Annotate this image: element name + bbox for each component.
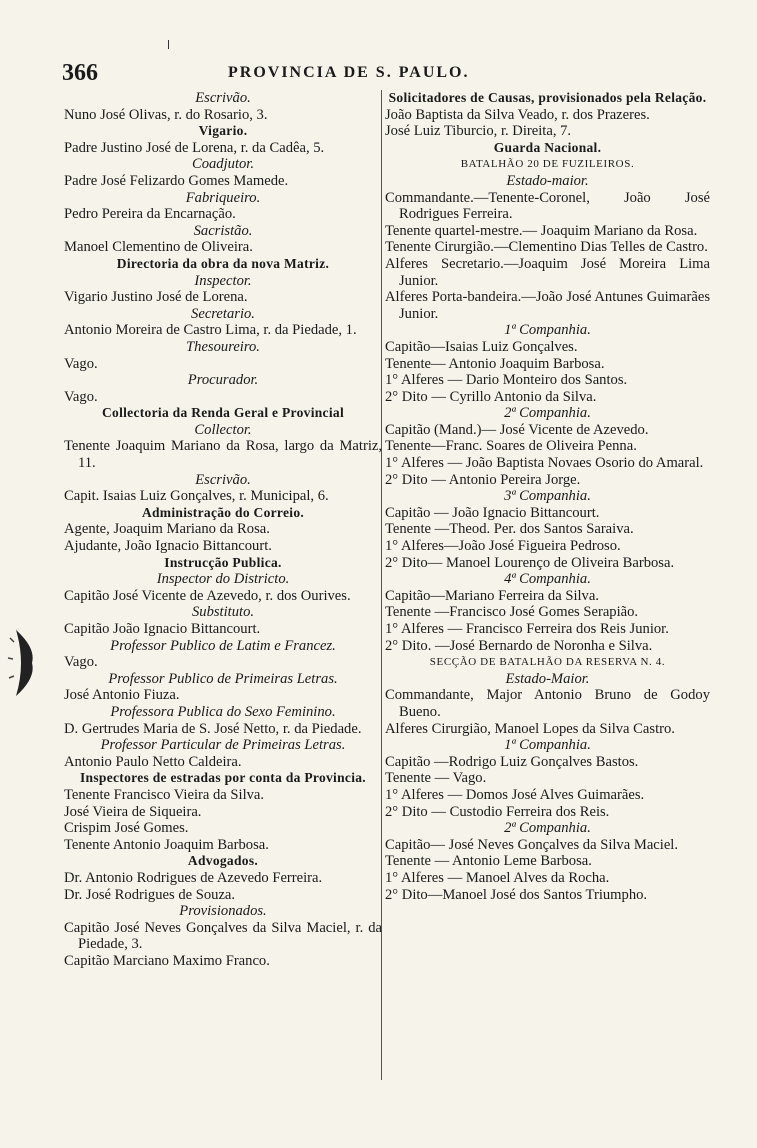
left-entry: Ajudante, João Ignacio Bittancourt. <box>64 538 272 555</box>
left-entry: Dr. José Rodrigues de Souza. <box>64 886 236 903</box>
right-entry: Capitão — João Ignacio Bittancourt. <box>385 504 600 521</box>
right-entry: João Baptista da Silva Veado, r. dos Prazeres. <box>385 106 650 123</box>
left-heading: Inspectores de estradas por conta da Provincia. <box>80 770 366 786</box>
left-column <box>64 90 382 969</box>
left-entry: Crispim José Gomes. <box>64 820 189 837</box>
right-subheading: 4ª Companhia. <box>504 571 591 588</box>
right-entry: 1° Alferes — Manoel Alves da Rocha. <box>385 869 610 886</box>
right-entry: Commandante, Major Antonio Bruno de Godoy Bueno. <box>385 687 710 720</box>
right-column <box>385 90 710 903</box>
left-subheading: Escrivão. <box>195 471 251 488</box>
library-stamp-mark <box>6 618 42 708</box>
left-entry: Capitão João Ignacio Bittancourt. <box>64 621 261 637</box>
right-entry: 2° Dito. —José Bernardo de Noronha e Silva. <box>385 637 653 654</box>
right-subheading: 1ª Companhia. <box>504 322 591 339</box>
left-entry: José Antonio Fiuza. <box>64 687 180 704</box>
left-heading: Directoria da obra da nova Matriz. <box>116 255 330 271</box>
right-entry: Alferes Porta-bandeira.—João José Antunes Guimarães Junior. <box>385 289 710 322</box>
right-entry: Tenente —Francisco José Gomes Serapião. <box>385 604 639 621</box>
right-subheading: 2ª Companhia. <box>504 405 591 422</box>
left-subheading: Thesoureiro. <box>186 338 260 355</box>
page-number: 366 <box>62 60 98 86</box>
left-entry: Vigario Justino José de Lorena. <box>64 289 248 306</box>
right-entry: Capitão—Isaias Luiz Gonçalves. <box>385 338 578 355</box>
right-entry: Tenente quartel-mestre.— Joaquim Mariano da Rosa. <box>385 222 698 239</box>
left-subheading: Secretario. <box>191 305 255 322</box>
right-entry: 1° Alferes — Domos José Alves Guimarães. <box>385 786 645 803</box>
left-subheading: Fabriqueiro. <box>185 189 261 206</box>
left-entry: Capitão José Vicente de Azevedo, r. dos Ourives. <box>64 587 351 604</box>
left-heading: Collectoria da Renda Geral e Provincial <box>101 405 345 421</box>
right-entry: 1° Alferes — Dario Monteiro dos Santos. <box>385 372 628 389</box>
left-subheading: Coadjutor. <box>191 156 255 173</box>
left-entry: Tenente Antonio Joaquim Barbosa. <box>64 836 269 853</box>
left-subheading: Provisionados. <box>179 903 267 920</box>
left-entry: D. Gertrudes Maria de S. José Netto, r. da Piedade. <box>64 720 362 737</box>
right-subheading: 1ª Companhia. <box>504 737 591 754</box>
right-entry: Tenente—Franc. Soares de Oliveira Penna. <box>385 438 637 455</box>
left-subheading: Professor Publico de Latim e Francez. <box>110 637 336 654</box>
left-subheading: Sacristão. <box>193 222 253 239</box>
print-mark <box>168 40 169 49</box>
right-heading: Solicitadores de Causas, provisionados pela Relação. <box>388 90 707 105</box>
right-entry: 2° Dito—Manoel José dos Santos Triumpho. <box>385 886 648 903</box>
left-entry: Vago. <box>64 654 98 671</box>
right-entry: Capitão (Mand.)— José Vicente de Azevedo. <box>385 421 649 438</box>
right-entry: Commandante.—Tenente-Coronel, João José Rodrigues Ferreira. <box>385 189 710 223</box>
left-entry: Vago. <box>64 388 98 405</box>
right-subheading: Estado-Maior. <box>505 670 590 687</box>
left-subheading: Inspector. <box>194 272 252 289</box>
right-section-heading: BATALHÃO 20 DE FUZILEIROS. <box>460 158 635 171</box>
right-entry: Tenente — Vago. <box>385 770 487 787</box>
right-entry: 1° Alferes—João José Figueira Pedroso. <box>385 538 621 555</box>
left-subheading: Procurador. <box>187 372 259 389</box>
right-entry: Tenente Cirurgião.—Clementino Dias Telles de Castro. <box>385 239 708 256</box>
left-heading: Administração do Correio. <box>141 504 305 520</box>
left-subheading: Collector. <box>194 421 252 438</box>
left-entry: José Vieira de Siqueira. <box>64 803 202 820</box>
right-entry: Capitão —Rodrigo Luiz Gonçalves Bastos. <box>385 753 639 770</box>
left-heading: Advogados. <box>187 853 259 869</box>
right-entry: Tenente — Antonio Leme Barbosa. <box>385 853 592 870</box>
left-heading: Instrucção Publica. <box>164 554 282 570</box>
left-entry: Capitão José Neves Gonçalves da Silva Maciel, r. da Piedade, 3. <box>64 919 382 953</box>
left-entry: Pedro Pereira da Encarnação. <box>64 206 236 223</box>
left-heading: Vigario. <box>198 123 248 139</box>
right-entry: Alferes Secretario.—Joaquim José Moreira Lima Junior. <box>385 255 710 289</box>
right-entry: 2° Dito — Custodio Ferreira dos Reis. <box>385 803 610 820</box>
right-entry: Capitão— José Neves Gonçalves da Silva Maciel. <box>385 836 679 853</box>
left-subheading: Professor Publico de Primeiras Letras. <box>108 670 338 687</box>
page-title: PROVINCIA DE S. PAULO. <box>228 64 470 81</box>
right-entry: 1° Alferes — João Baptista Novaes Osorio do Amaral. <box>385 455 704 472</box>
left-subheading: Substituto. <box>191 604 255 621</box>
right-subheading: Estado-maior. <box>506 172 589 189</box>
right-section-heading: SECÇÃO DE BATALHÃO DA RESERVA N. 4. <box>429 656 666 669</box>
right-entry: 2° Dito — Cyrillo Antonio da Silva. <box>385 388 597 405</box>
right-subheading: 2ª Companhia. <box>504 820 591 837</box>
left-entry: Nuno José Olivas, r. do Rosario, 3. <box>64 106 268 123</box>
left-entry: Padre Justino José de Lorena, r. da Cadêa, 5. <box>64 139 325 156</box>
right-entry: Capitão—Mariano Ferreira da Silva. <box>385 587 599 604</box>
left-entry: Dr. Antonio Rodrigues de Azevedo Ferreira. <box>64 869 323 886</box>
left-entry: Agente, Joaquim Mariano da Rosa. <box>64 521 270 538</box>
right-entry: 1° Alferes — Francisco Ferreira dos Reis Junior. <box>385 621 669 637</box>
left-entry: Vago. <box>64 355 98 372</box>
page-header <box>62 58 712 88</box>
left-entry: Padre José Felizardo Gomes Mamede. <box>64 172 289 189</box>
left-entry: Tenente Joaquim Mariano da Rosa, largo da Matriz, 11. <box>64 438 382 472</box>
right-entry: Tenente— Antonio Joaquim Barbosa. <box>385 355 605 372</box>
left-entry: Capitão Marciano Maximo Franco. <box>64 952 270 969</box>
left-subheading: Inspector do Districto. <box>156 571 290 588</box>
right-subheading: 3ª Companhia. <box>504 488 591 505</box>
right-entry: 2° Dito— Manoel Lourenço de Oliveira Barbosa. <box>385 554 675 571</box>
left-entry: Antonio Paulo Netto Caldeira. <box>64 753 242 770</box>
left-entry: Antonio Moreira de Castro Lima, r. da Piedade, 1. <box>64 322 357 339</box>
right-entry: José Luiz Tiburcio, r. Direita, 7. <box>385 123 572 140</box>
right-entry: Alferes Cirurgião, Manoel Lopes da Silva Castro. <box>385 720 675 737</box>
left-entry: Capit. Isaias Luiz Gonçalves, r. Municipal, 6. <box>64 488 329 505</box>
right-heading: Guarda Nacional. <box>493 139 602 155</box>
right-entry: 2° Dito — Antonio Pereira Jorge. <box>385 471 581 488</box>
left-subheading: Escrivão. <box>195 90 251 106</box>
left-entry: Manoel Clementino de Oliveira. <box>64 239 253 256</box>
right-entry: Tenente —Theod. Per. dos Santos Saraiva. <box>385 521 634 538</box>
left-subheading: Professor Particular de Primeiras Letras. <box>100 737 346 754</box>
left-entry: Tenente Francisco Vieira da Silva. <box>64 786 265 803</box>
left-subheading: Professora Publica do Sexo Feminino. <box>110 703 336 720</box>
